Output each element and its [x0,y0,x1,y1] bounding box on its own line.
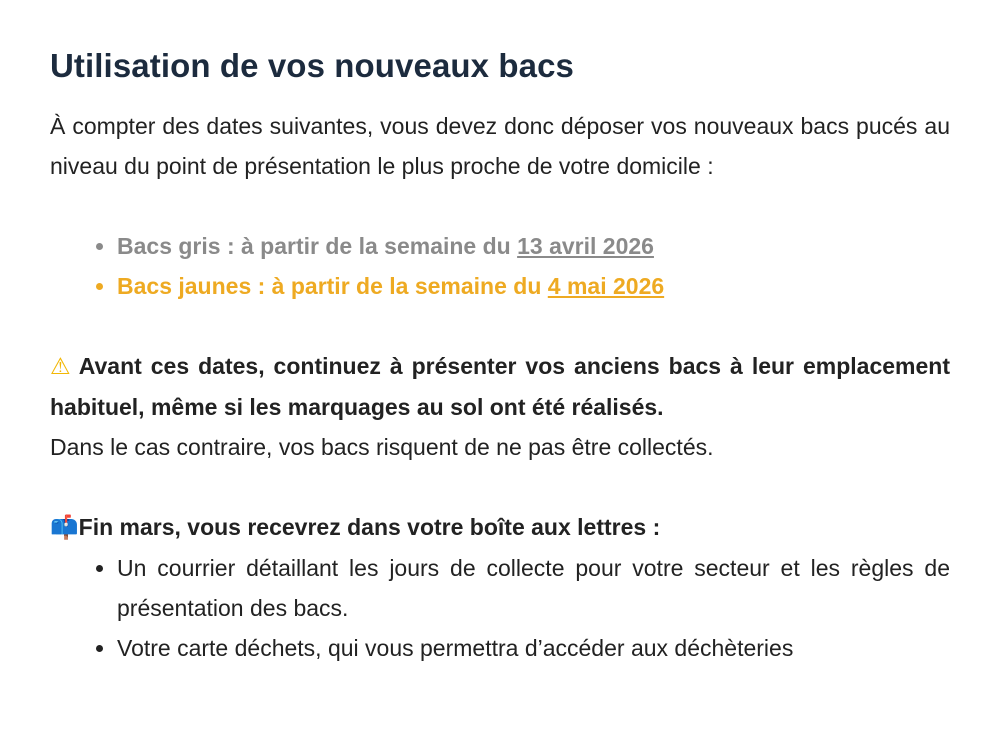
mail-items-list [50,548,950,668]
yellow-bins-label: Bacs jaunes : à partir de la semaine du [117,273,548,299]
grey-bins-date-link[interactable]: 13 avril 2026 [517,233,654,259]
list-item-yellow-bins [117,266,950,306]
warning-consequence-text: Dans le cas contraire, vos bacs risquent de ne pas être collectés. [50,434,714,460]
grey-bins-label: Bacs gris : à partir de la semaine du [117,233,518,259]
warning-icon: ⚠ [50,354,71,380]
mail-heading-text: Fin mars, vous recevrez dans votre boîte aux lettres : [78,514,661,540]
dates-list [50,226,950,306]
yellow-bins-date-link[interactable]: 4 mai 2026 [547,273,665,299]
mailbox-icon: 📫 [50,515,79,541]
page-title: Utilisation de vos nouveaux bacs [50,47,575,84]
mail-heading [50,507,950,548]
warning-bold-text: Avant ces dates, continuez à présenter vos anciens bacs à leur emplacement habituel, même si les marquages au sol ont été réalisés. [50,353,950,420]
list-item-grey-bins [117,226,950,266]
warning-paragraph [50,346,950,427]
list-item: • Un courrier détaillant les jours de collecte pour votre secteur et les règles de présentation des bacs. [117,548,950,628]
list-item: • Votre carte déchets, qui vous permettra d’accéder aux déchèteries [117,628,950,668]
intro-paragraph: À compter des dates suivantes, vous devez donc déposer vos nouveaux bacs pucés au niveau du point de présentation le plus proche de votre domicile : [50,113,950,179]
